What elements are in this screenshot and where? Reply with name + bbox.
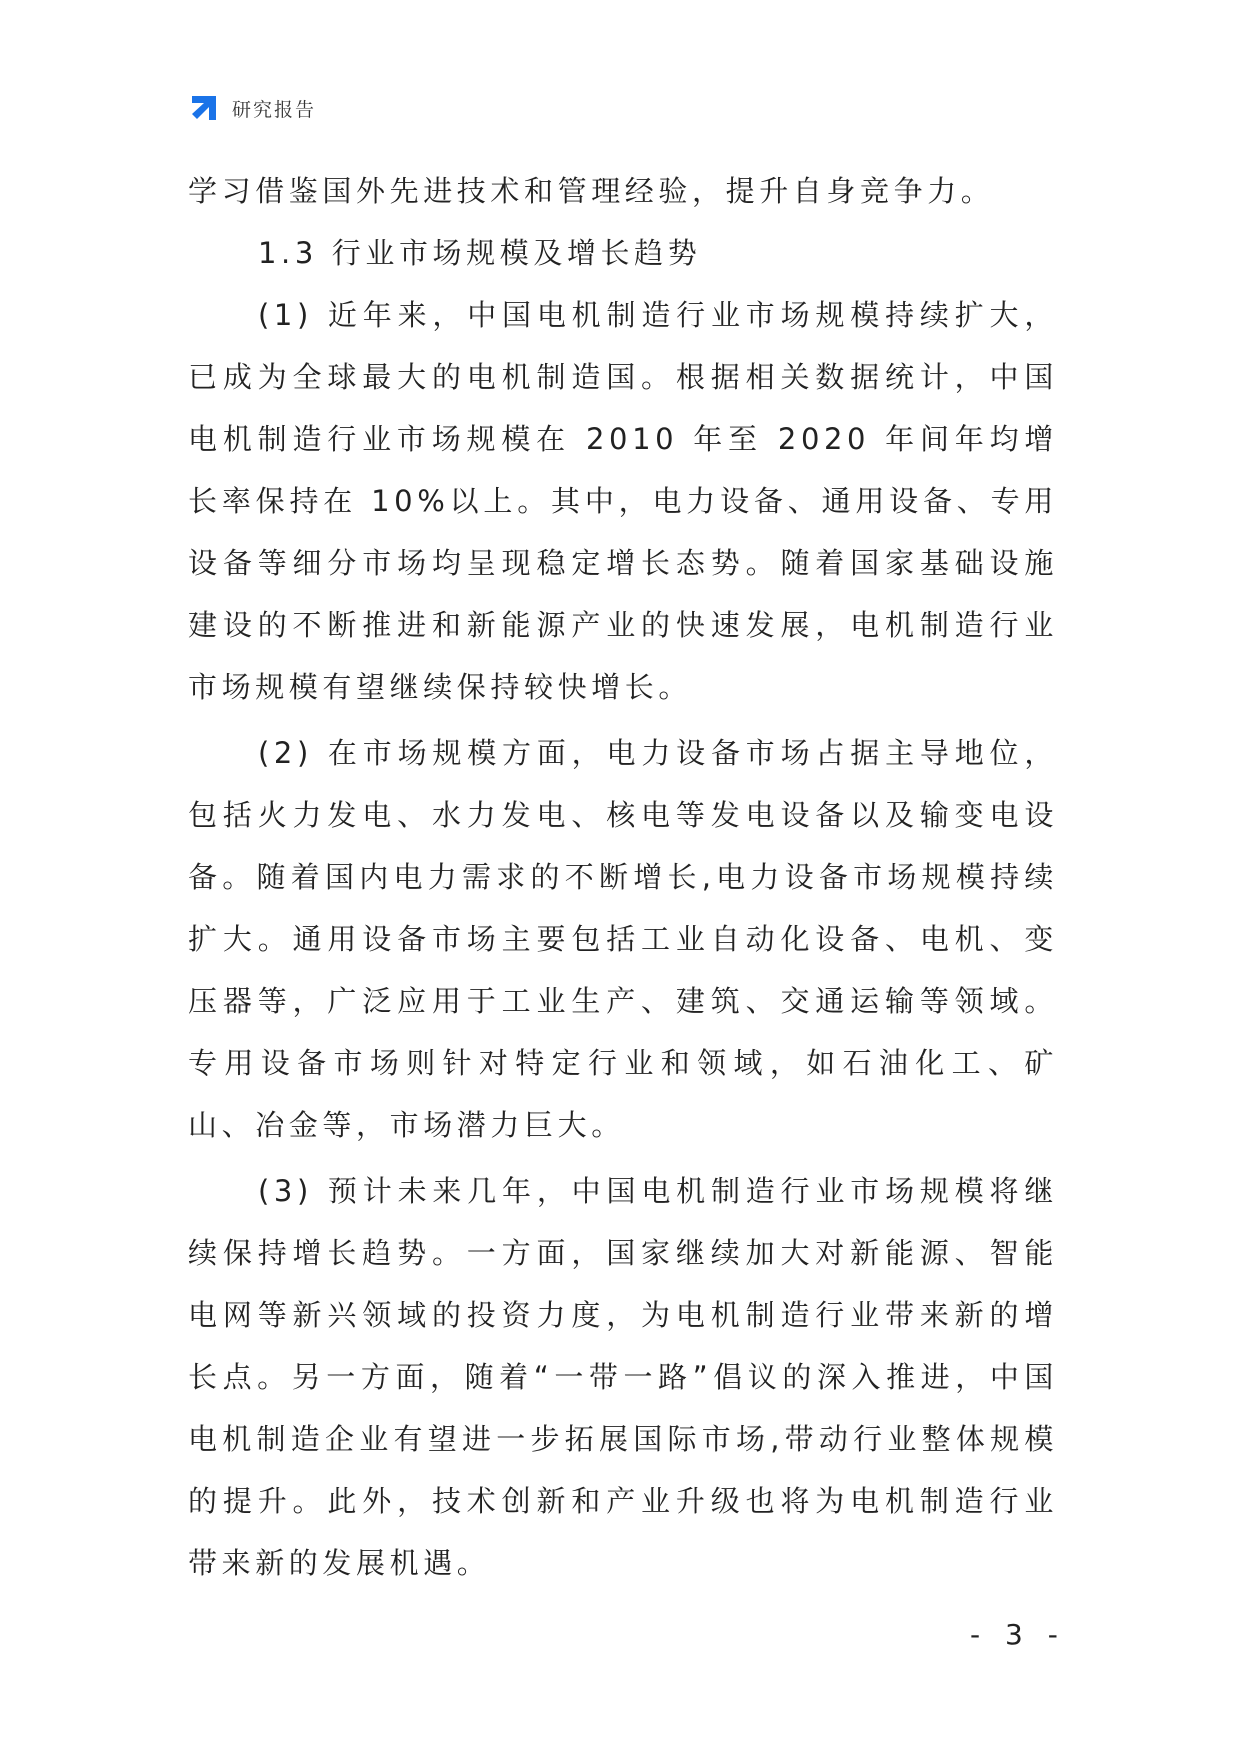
paragraph-3: (3) 预计未来几年，中国电机制造行业市场规模将继续保持增长趋势。一方面，国家继续加大对新能源、智能电网等新兴领域的投资力度，为电机制造行业带来新的增长点。另一方面，随着“一带一路”倡议的深入推进，中国电机制造企业有望进一步拓展国际市场,带动行业整体规模的提升。此外，技术创新和产业升级也将为电机制造行业带来新的发展机遇。: [188, 1174, 1058, 1580]
paragraph-1: (1) 近年来，中国电机制造行业市场规模持续扩大，已成为全球最大的电机制造国。根据相关数据统计，中国电机制造行业市场规模在 2010 年至 2020 年间年均增长率保持在 10%以上。其中，电力设备、通用设备、专用设备等细分市场均呈现稳定增长态势。随着国家基础设施建设的不断推进和新能源产业的快速发展，电机制造行业市场规模有望继续保持较快增长。: [188, 298, 1058, 704]
header-label: 研究报告: [232, 98, 317, 121]
section-heading: 1.3 行业市场规模及增长趋势: [258, 236, 702, 270]
page-number: - 3 -: [970, 1618, 1066, 1651]
arrow-up-right-icon: [188, 92, 220, 124]
report-header: [188, 90, 316, 126]
document-body: [188, 160, 1058, 1594]
continuation-text: 学习借鉴国外先进技术和管理经验，提升自身竞争力。: [188, 174, 995, 208]
paragraph-2: (2) 在市场规模方面，电力设备市场占据主导地位，包括火力发电、水力发电、核电等发电设备以及输变电设备。随着国内电力需求的不断增长,电力设备市场规模持续扩大。通用设备市场主要包括工业自动化设备、电机、变压器等，广泛应用于工业生产、建筑、交通运输等领域。专用设备市场则针对特定行业和领域，如石油化工、矿山、冶金等，市场潜力巨大。: [188, 736, 1058, 1142]
